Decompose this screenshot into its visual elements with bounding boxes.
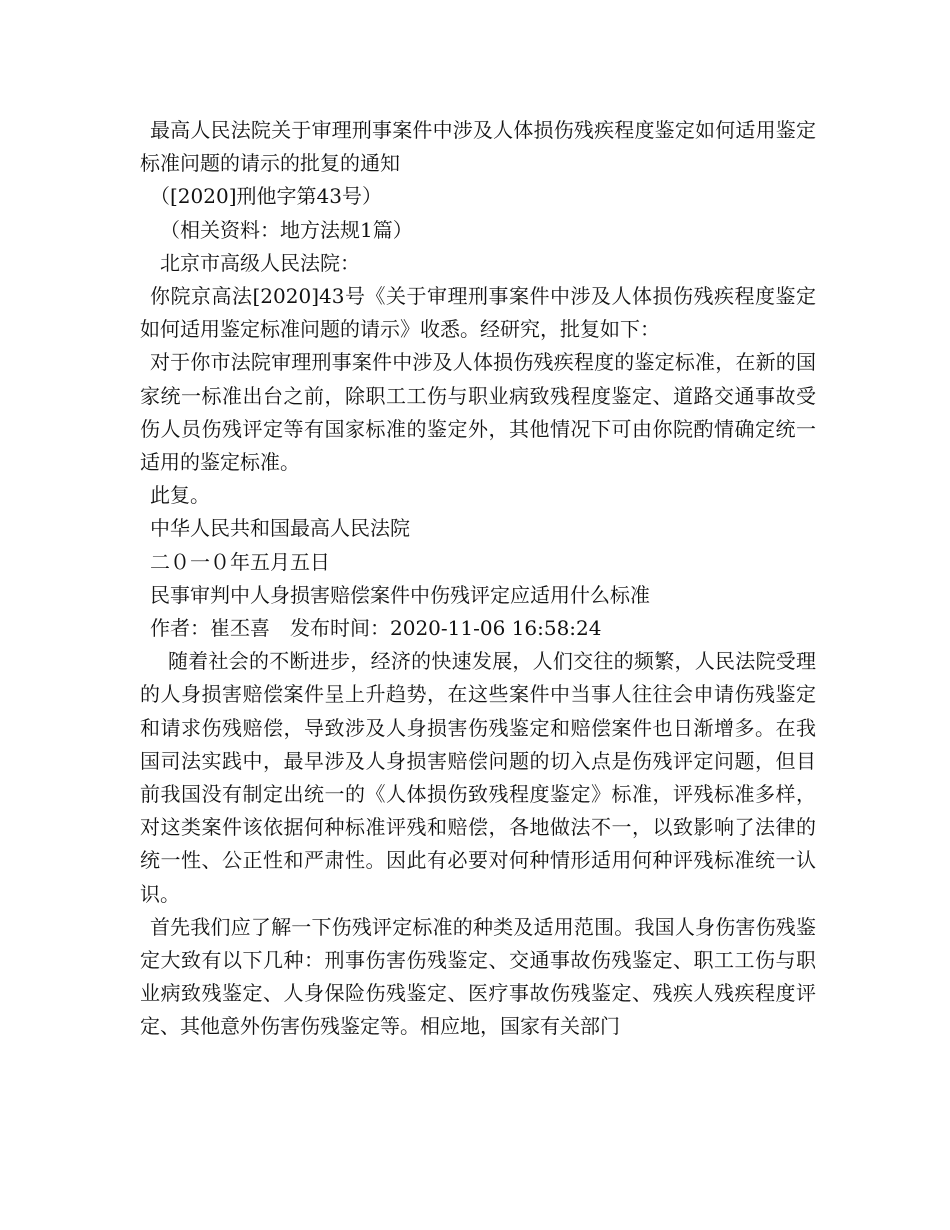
paragraph-standards: 首先我们应了解一下伤残评定标准的种类及适用范围。我国人身伤害伤残鉴定大致有以下几种：刑事伤害伤残鉴定、交通事故伤残鉴定、职工工伤与职业病致残鉴定、人身保险伤残鉴定、医疗事故伤残鉴定、残疾人残疾程度评定、其他意外伤害伤残鉴定等。相应地，国家有关部门 [140, 914, 816, 1039]
addressee: 北京市高级人民法院： [160, 250, 360, 275]
document-number: （[2020]刑他字第43号） [150, 184, 382, 209]
issuer: 中华人民共和国最高人民法院 [150, 516, 410, 541]
closing-remark: 此复。 [150, 483, 210, 508]
issue-date: 二０一０年五月五日 [150, 549, 330, 574]
paragraph-receipt: 你院京高法[2020]43号《关于审理刑事案件中涉及人体损伤残疾程度鉴定如何适用鉴定标准问题的请示》收悉。经研究，批复如下： [140, 284, 816, 342]
article-title: 民事审判中人身损害赔偿案件中伤残评定应适用什么标准 [150, 582, 650, 607]
paragraph-reply: 对于你市法院审理刑事案件中涉及人体损伤残疾程度的鉴定标准，在新的国家统一标准出台之前，除职工工伤与职业病致残程度鉴定、道路交通事故受伤人员伤残评定等有国家标准的鉴定外，其他情况下可由你院酌情确定统一适用的鉴定标准。 [140, 350, 816, 475]
article-byline: 作者：崔丕喜 发布时间：2020-11-06 16:58:24 [150, 616, 602, 641]
paragraph-intro: 随着社会的不断进步，经济的快速发展，人们交往的频繁，人民法院受理的人身损害赔偿案件呈上升趋势，在这些案件中当事人往往会申请伤残鉴定和请求伤残赔偿，导致涉及人身损害伤残鉴定和赔偿案件也日渐增多。在我国司法实践中，最早涉及人身损害赔偿问题的切入点是伤残评定问题，但目前我国没有制定出统一的《人体损伤致残程度鉴定》标准，评残标准多样，对这类案件该依据何种标准评残和赔偿，各地做法不一，以致影响了法律的统一性、公正性和严肃性。因此有必要对何种情形适用何种评残标准统一认识。 [140, 649, 816, 906]
document-body [140, 114, 816, 1044]
related-materials: （相关资料：地方法规1篇） [160, 217, 413, 242]
document-title: 最高人民法院关于审理刑事案件中涉及人体损伤残疾程度鉴定如何适用鉴定标准问题的请示的批复的通知 [140, 118, 816, 176]
